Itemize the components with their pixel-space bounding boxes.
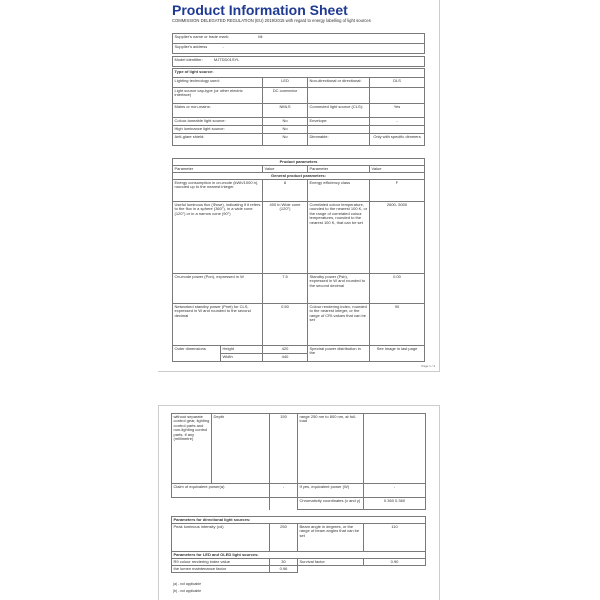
document-page-2 xyxy=(158,405,440,600)
table-row: Width 440 xyxy=(173,354,425,362)
table-row: Energy consumption in on-mode (kWh/1000 h), rounded up to the nearest integer 8 Energy efficiency class F xyxy=(173,180,425,202)
dimensions-continued-table xyxy=(171,413,426,510)
table-row: Mains or non-mains: NMLS Connected light source (CLS): Yes xyxy=(173,104,425,118)
document-page-1 xyxy=(158,0,440,372)
table-row: R9 colour rendering index value 30 Survival factor 0.90 xyxy=(172,559,426,566)
table-row: Claim of equivalent power(a) - If yes, equivalent power (W) - xyxy=(172,484,426,498)
table-row: On-mode power (Pon), expressed in W 7.5 Standby power (Psb), expressed in W and rounded to the second decimal 0.00 xyxy=(173,274,425,304)
table-row: Outer dimensions Height 420 Spectral power distribution in the See image in last page xyxy=(173,346,425,354)
table-row: Anti-glare shield: No Dimmable: Only with specific dimmers xyxy=(173,134,425,146)
supplier-name-cell: Supplier's name or trade mark: Mi xyxy=(173,34,425,44)
light-source-type-table xyxy=(172,68,425,146)
table-row: Chromaticity coordinates (x and y) 0.360 0.360 xyxy=(172,498,426,510)
table-row: the lumen maintenance factor 0.96 xyxy=(172,566,426,573)
footnote-a: (a) - not applicable xyxy=(173,582,202,586)
supplier-table xyxy=(172,33,425,67)
page-number: Page 1 / 3 xyxy=(421,364,435,368)
directional-header: Parameters for directional light sources: xyxy=(172,517,426,524)
led-params-header: Parameters for LED and OLED light sources: xyxy=(172,552,426,559)
general-params-header: General product parameters: xyxy=(173,173,425,180)
table-row: Colour-tuneable light source: No Envelope: - xyxy=(173,118,425,126)
model-identifier-cell: Model identifier: MJTDD01SYL xyxy=(173,57,425,67)
table-row: Lighting technology used: LED Non-directional or directional: DLS xyxy=(173,78,425,88)
product-parameters-table: Product parameters Parameter Value Parameter Value General product parameters: Energy consumption in on-mode (kWh/1000 h), rounded up to the nearest integer 8 Energy efficiency class F Useful luminous flux (Φuse), indicating if it refers to the flux in a sphere (360°), in a wide cone (120°) or in a narrow cone (90°) 400 in Wide cone (120°) Correlated colour temperature, rounded to the nearest 100 K, or the range of correlated colour temperatures, rounded to the nearest 100 K, that can be set 2600- 5000 On-mode power (Pon), expressed in W 7.5 Standby power (Psb), expressed in W and rounded to the second decimal 0.00 Networked standby power (Pnet) for CLS, expressed in W and rounded to the second decimal 0.50 Colour rendering index, rounded to the nearest integer, or the range of CRI-values that can be set 90 Outer dimensions Height 420 Spectral power distribution in the See image in last page Width 440 xyxy=(172,158,425,362)
page-title: Product Information Sheet xyxy=(172,2,348,18)
supplier-address-cell: Supplier's address - xyxy=(173,44,425,54)
directional-params-table xyxy=(171,516,426,573)
table-row: Useful luminous flux (Φuse), indicating if it refers to the flux in a sphere (360°), in a wide cone (120°) or in a narrow cone (90°) 400 in Wide cone (120°) Correlated colour temperature, rounded to the nearest 100 K, or the range of correlated colour temperatures, rounded to the nearest 100 K, that can be set 2600- 5000 xyxy=(173,202,425,274)
table-row: Networked standby power (Pnet) for CLS, expressed in W and rounded to the second decimal 0.50 Colour rendering index, rounded to the nearest integer, or the range of CRI-values that can be set 90 xyxy=(173,304,425,346)
product-params-header: Product parameters xyxy=(173,159,425,166)
table-row: without separate control gear, lighting control parts and non-lighting control parts, if any (millimetre) Depth 150 range 250 nm to 800 nm, at full-load xyxy=(172,414,426,484)
footnote-b: (b) - not applicable xyxy=(173,589,202,593)
table-row: Light source cap-type (or other electric interface) DC connector xyxy=(173,88,425,104)
type-header: Type of light source: xyxy=(173,69,425,78)
regulation-text: COMMISSION DELEGATED REGULATION (EU) 2019/2015 with regard to energy labelling of light sources xyxy=(172,18,371,23)
table-row: High luminance light source: No xyxy=(173,126,425,134)
table-row: Peak luminous intensity (cd) 250 Beam angle in degrees, or the range of beam angles that can be set 110 xyxy=(172,524,426,552)
